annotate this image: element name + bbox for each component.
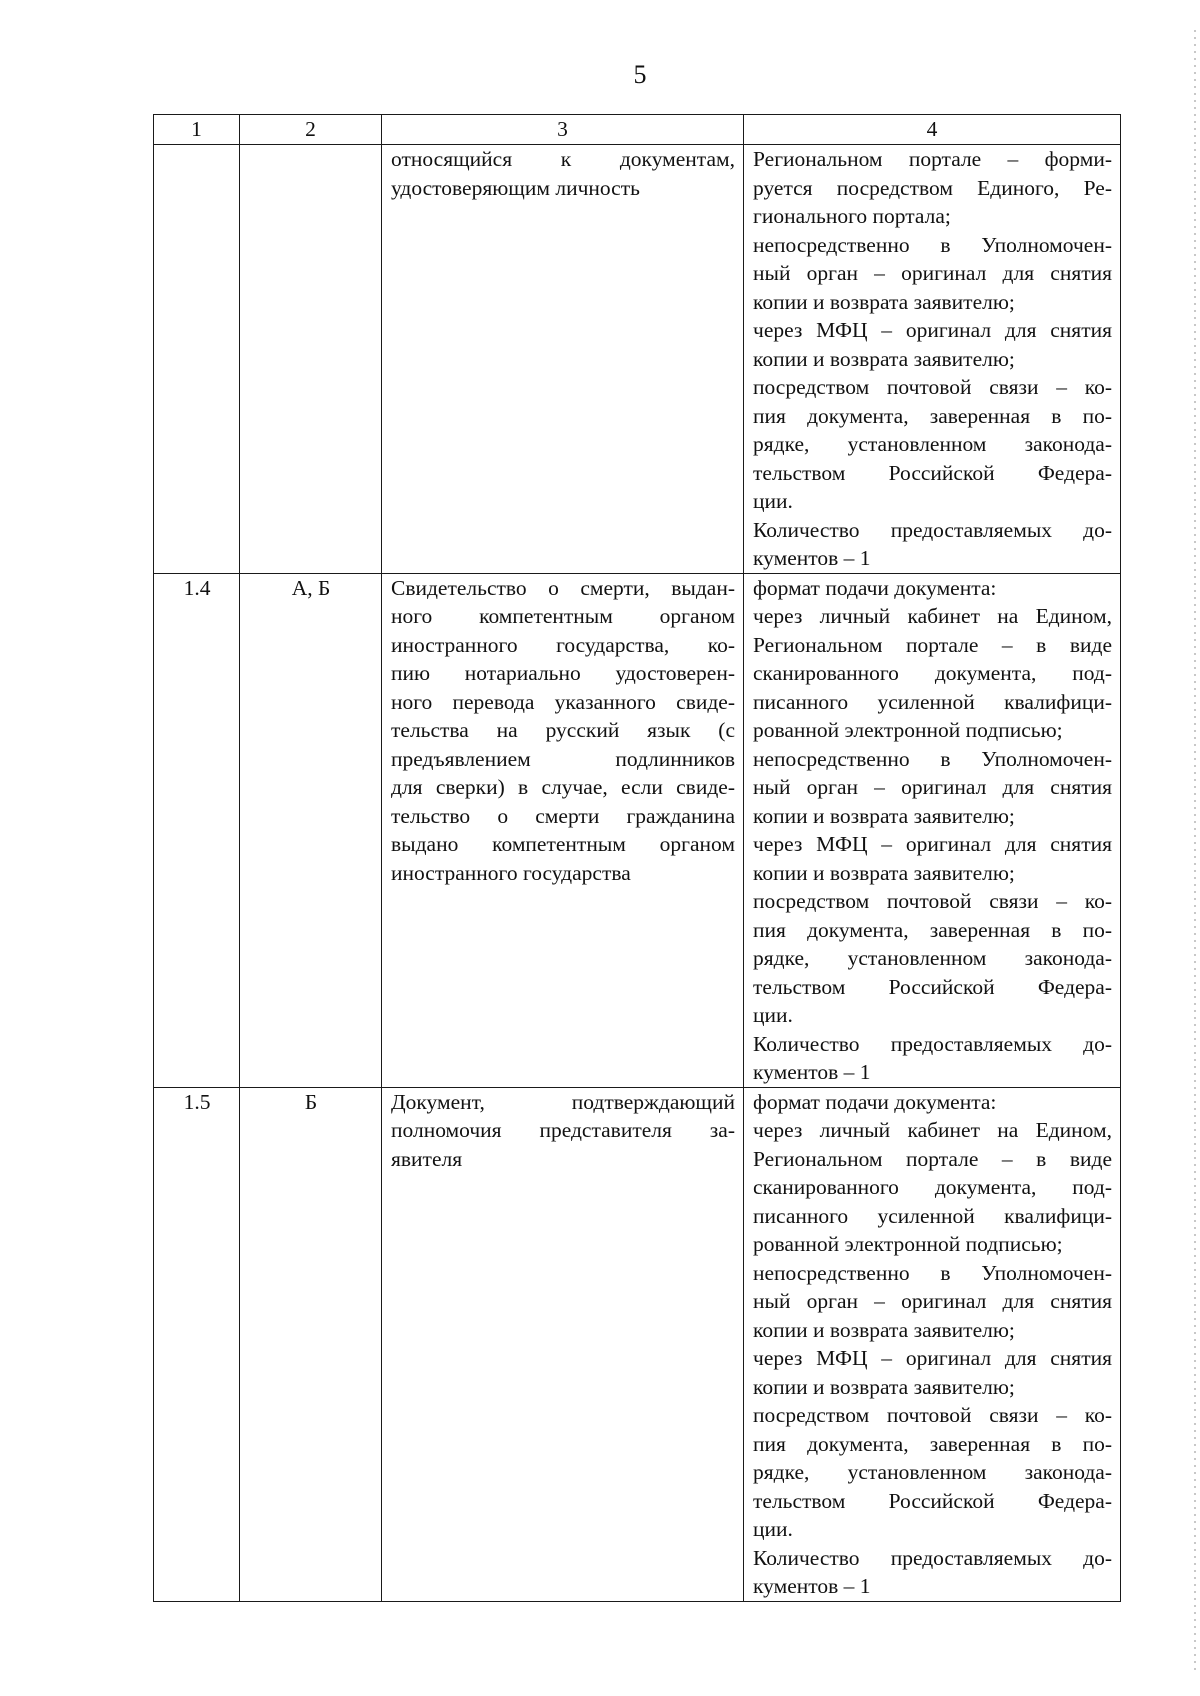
submission-format-line: копии и возврата заявителю; <box>753 803 1015 828</box>
submission-format-line: формат подачи документа: <box>753 575 997 600</box>
document-name-cell <box>382 573 744 1087</box>
document-name-line: пию нотариально удостоверен- <box>391 661 735 685</box>
scan-edge-dots <box>1194 30 1196 1670</box>
submission-format-line: кументов – 1 <box>753 1060 871 1084</box>
document-name-line: полномочия представителя за- <box>391 1118 735 1142</box>
submission-format-line: копии и возврата заявителю; <box>753 346 1015 371</box>
submission-format-line: через личный кабинет на Едином, <box>753 1118 1112 1142</box>
submission-format-line: через МФЦ – оригинал для снятия <box>753 1346 1112 1370</box>
submission-format-line: ный орган – оригинал для снятия <box>753 1289 1112 1313</box>
table-row <box>154 573 1121 1087</box>
submission-format-line: посредством почтовой связи – ко- <box>753 889 1112 913</box>
submission-format-line: пия документа, заверенная в по- <box>753 403 1112 428</box>
submission-format-line: ции. <box>753 1517 793 1541</box>
column-header-4: 4 <box>744 115 1121 145</box>
table-body <box>154 145 1121 1602</box>
document-name-line: удостоверяющим личность <box>391 175 640 200</box>
submission-format-line: посредством почтовой связи – ко- <box>753 1403 1112 1427</box>
document-name-line: тельство о смерти гражданина <box>391 803 735 828</box>
submission-format-line: кументов – 1 <box>753 546 871 570</box>
submission-format-line: формат подачи документа: <box>753 1089 997 1114</box>
submission-format-line: непосредственно в Уполномочен- <box>753 746 1112 771</box>
submission-format-line: сканированного документа, под- <box>753 1175 1112 1199</box>
column-header-3: 3 <box>382 115 744 145</box>
applicant-category-cell: Б <box>240 1087 382 1601</box>
submission-format-line: копии и возврата заявителю; <box>753 289 1015 314</box>
submission-format-line: рядке, установленном законода- <box>753 1460 1112 1484</box>
row-number-cell: 1.5 <box>154 1087 240 1601</box>
submission-format-line: писанного усиленной квалифици- <box>753 1203 1112 1228</box>
table-header-row <box>154 115 1121 145</box>
column-header-2: 2 <box>240 115 382 145</box>
submission-format-line: Региональном портале – в виде <box>753 1146 1112 1171</box>
page-number: 5 <box>633 60 647 89</box>
submission-format-line: копии и возврата заявителю; <box>753 860 1015 885</box>
submission-format-line: ции. <box>753 489 793 513</box>
submission-format-line: через МФЦ – оригинал для снятия <box>753 832 1112 856</box>
submission-format-line: рованной электронной подписью; <box>753 718 1063 742</box>
document-name-line: ного перевода указанного свиде- <box>391 689 735 714</box>
submission-format-line: сканированного документа, под- <box>753 661 1112 685</box>
document-name-line: относящийся к документам, <box>391 147 735 171</box>
submission-format-line: копии и возврата заявителю; <box>753 1374 1015 1399</box>
submission-format-line: кументов – 1 <box>753 1574 871 1598</box>
row-number-cell <box>154 145 240 574</box>
submission-format-line: ции. <box>753 1003 793 1027</box>
document-name-line: Документ, подтверждающий <box>391 1089 735 1114</box>
documents-table <box>153 114 1121 1602</box>
document-name-line: явителя <box>391 1146 463 1171</box>
document-name-cell <box>382 145 744 574</box>
submission-format-line: непосредственно в Уполномочен- <box>753 232 1112 257</box>
document-name-line: ного компетентным органом <box>391 604 735 628</box>
submission-format-line: копии и возврата заявителю; <box>753 1317 1015 1342</box>
submission-format-line: ный орган – оригинал для снятия <box>753 775 1112 799</box>
submission-format-line: Региональном портале – форми- <box>753 147 1112 171</box>
applicant-category-cell: А, Б <box>240 573 382 1087</box>
submission-format-line: рованной электронной подписью; <box>753 1232 1063 1256</box>
submission-format-line: непосредственно в Уполномочен- <box>753 1260 1112 1285</box>
document-name-line: тельства на русский язык (с <box>391 718 735 742</box>
document-name-line: иностранного государства, ко- <box>391 632 735 657</box>
submission-format-line: Количество предоставляемых до- <box>753 1031 1112 1056</box>
submission-format-line: тельством Российской Федера- <box>753 1488 1112 1513</box>
submission-format-line: через личный кабинет на Едином, <box>753 604 1112 628</box>
applicant-category-cell <box>240 145 382 574</box>
submission-format-cell <box>744 1087 1121 1601</box>
submission-format-line: руется посредством Единого, Ре- <box>753 175 1112 200</box>
table-row <box>154 1087 1121 1601</box>
row-number-cell: 1.4 <box>154 573 240 1087</box>
submission-format-line: пия документа, заверенная в по- <box>753 917 1112 942</box>
document-name-line: предъявлением подлинников <box>391 746 735 771</box>
submission-format-line: Количество предоставляемых до- <box>753 1545 1112 1570</box>
submission-format-line: Региональном портале – в виде <box>753 632 1112 657</box>
document-name-line: выдано компетентным органом <box>391 832 735 856</box>
submission-format-line: Количество предоставляемых до- <box>753 517 1112 542</box>
submission-format-line: тельством Российской Федера- <box>753 460 1112 485</box>
submission-format-cell <box>744 145 1121 574</box>
column-header-1: 1 <box>154 115 240 145</box>
submission-format-line: рядке, установленном законода- <box>753 432 1112 456</box>
submission-format-cell <box>744 573 1121 1087</box>
submission-format-line: гионального портала; <box>753 204 951 228</box>
submission-format-line: посредством почтовой связи – ко- <box>753 375 1112 399</box>
submission-format-line: пия документа, заверенная в по- <box>753 1431 1112 1456</box>
submission-format-line: ный орган – оригинал для снятия <box>753 261 1112 285</box>
document-name-line: для сверки) в случае, если свиде- <box>391 775 735 799</box>
submission-format-line: рядке, установленном законода- <box>753 946 1112 970</box>
table-row <box>154 145 1121 574</box>
document-name-line: иностранного государства <box>391 860 631 885</box>
document-name-line: Свидетельство о смерти, выдан- <box>391 575 735 600</box>
document-name-cell <box>382 1087 744 1601</box>
submission-format-line: писанного усиленной квалифици- <box>753 689 1112 714</box>
submission-format-line: через МФЦ – оригинал для снятия <box>753 318 1112 342</box>
submission-format-line: тельством Российской Федера- <box>753 974 1112 999</box>
